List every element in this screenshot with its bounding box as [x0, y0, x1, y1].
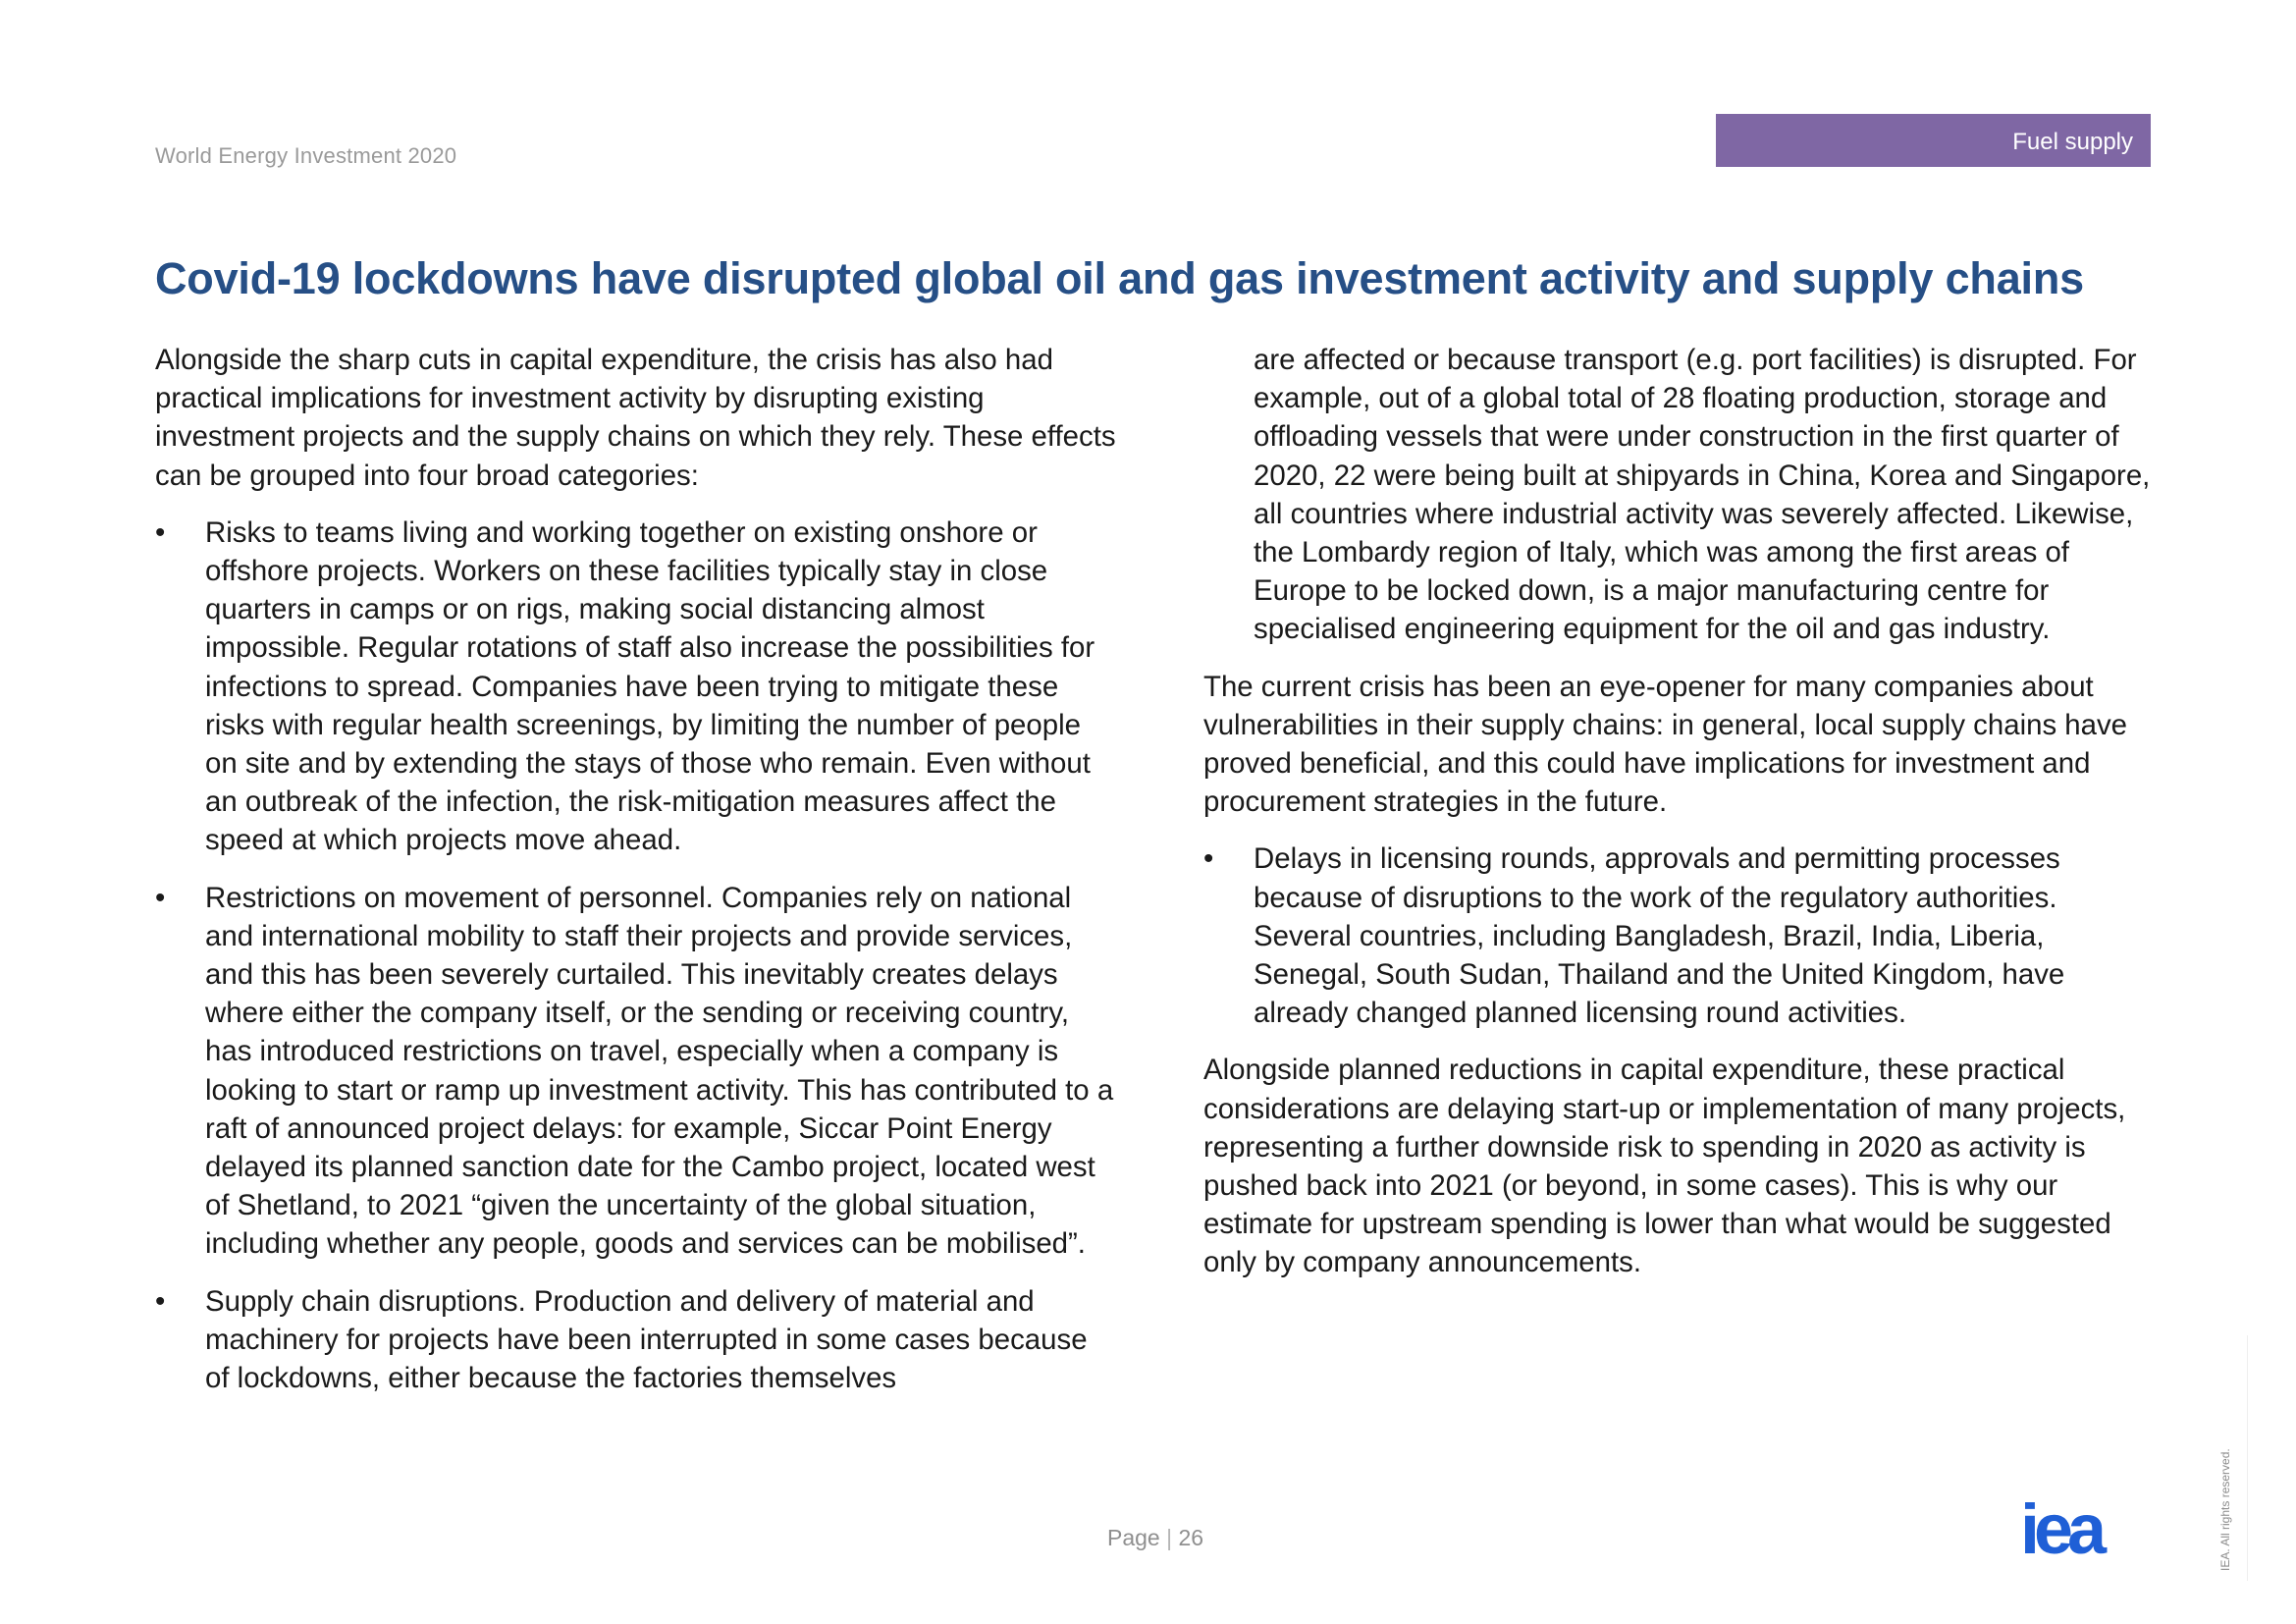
page-title: Covid-19 lockdowns have disrupted global oil and gas investment activity and supply chains — [155, 253, 2084, 303]
left-column — [155, 341, 1119, 1416]
bullet-symbol: • — [155, 515, 166, 549]
report-title: World Energy Investment 2020 — [155, 143, 457, 168]
bullet-symbol: • — [1203, 842, 1214, 876]
disruption-list-right — [1203, 839, 2158, 1032]
iea-logo — [2020, 1502, 2153, 1561]
bullet-symbol: • — [155, 881, 166, 914]
page-separator: | — [1166, 1525, 1173, 1550]
section-label: Fuel supply — [1716, 114, 2151, 167]
page-number-value: 26 — [1178, 1525, 1204, 1550]
bullet-symbol: • — [155, 1284, 166, 1318]
list-item — [155, 1282, 1119, 1398]
continued-bullet-text: are affected or because transport (e.g. port facilities) is disrupted. For example, out of a global total of 28 floating production, storage and offloading vessels that were under construction in the first quarter of 2020, 22 were being built at shipyards in China, Korea and Singapore, all countries where industrial activity was severely affected. Likewise, the Lombardy region of Italy, which was among the first areas of Europe to be locked down, is a major manufacturing centre for specialised engineering equipment for the oil and gas industry. — [1254, 344, 2151, 646]
body-paragraph: Alongside planned reductions in capital expenditure, these practical considerations are delaying start-up or implementation of many projects, representing a further downside risk to spending in 2020 as activity is pushed back into 2021 (or beyond, in some cases). This is why our estimate for upstream spending is lower than what would be suggested only by company announcements. — [1203, 1054, 2126, 1279]
page-number — [1107, 1525, 1203, 1551]
side-divider — [2247, 1335, 2248, 1581]
list-item — [155, 514, 1119, 860]
list-item-text: Restrictions on movement of personnel. Companies rely on national and international mobility to staff their projects and provide services, and this has been severely curtailed. This inevitably creates delays where either the company itself, or the sending or receiving country, has introduced restrictions on travel, especially when a company is looking to start or ramp up investment activity. This has contributed to a raft of announced project delays: for example, Siccar Point Energy delayed its planned sanction date for the Cambo project, located west of Shetland, to 2021 “given the uncertainty of the global situation, including whether any people, goods and services can be mobilised”. — [205, 881, 1114, 1261]
intro-paragraph: Alongside the sharp cuts in capital expenditure, the crisis has also had practical implications for investment activity by disrupting existing investment projects and the supply chains on which they rely. These effects can be grouped into four broad categories: — [155, 344, 1116, 492]
right-column — [1203, 341, 2158, 1301]
body-paragraph: The current crisis has been an eye-opener for many companies about vulnerabilities in their supply chains: in general, local supply chains have proved beneficial, and this could have implications for investment and procurement strategies in the future. — [1203, 670, 2128, 819]
disruption-list-left — [155, 514, 1119, 1397]
list-item-text: Risks to teams living and working together on existing onshore or offshore projects. Workers on these facilities typically stay in close quarters in camps or on rigs, making social distancing almost impossible. Regular rotations of staff also increase the possibilities for infections to spread. Companies have been trying to mitigate these risks with regular health screenings, by limiting the number of people on site and by extending the stays of those who remain. Even without an outbreak of the infection, the risk-mitigation measures affect the speed at which projects move ahead. — [205, 515, 1095, 857]
page-label: Page — [1107, 1525, 1160, 1550]
rights-notice: IEA. All rights reserved. — [2218, 1448, 2232, 1571]
list-item — [155, 879, 1119, 1264]
list-item-text: Supply chain disruptions. Production and delivery of material and machinery for projects have been interrupted in some cases because of lockdowns, either because the factories themselves — [205, 1284, 1088, 1395]
list-item — [1203, 839, 2158, 1032]
list-item-text: Delays in licensing rounds, approvals and permitting processes because of disruptions to the work of the regulatory authorities. Several countries, including Bangladesh, Brazil, India, Liberia, Senegal, South Sudan, Thailand and the United Kingdom, have already changed planned licensing round activities. — [1254, 842, 2065, 1030]
logo-text: iea — [2020, 1502, 2102, 1561]
